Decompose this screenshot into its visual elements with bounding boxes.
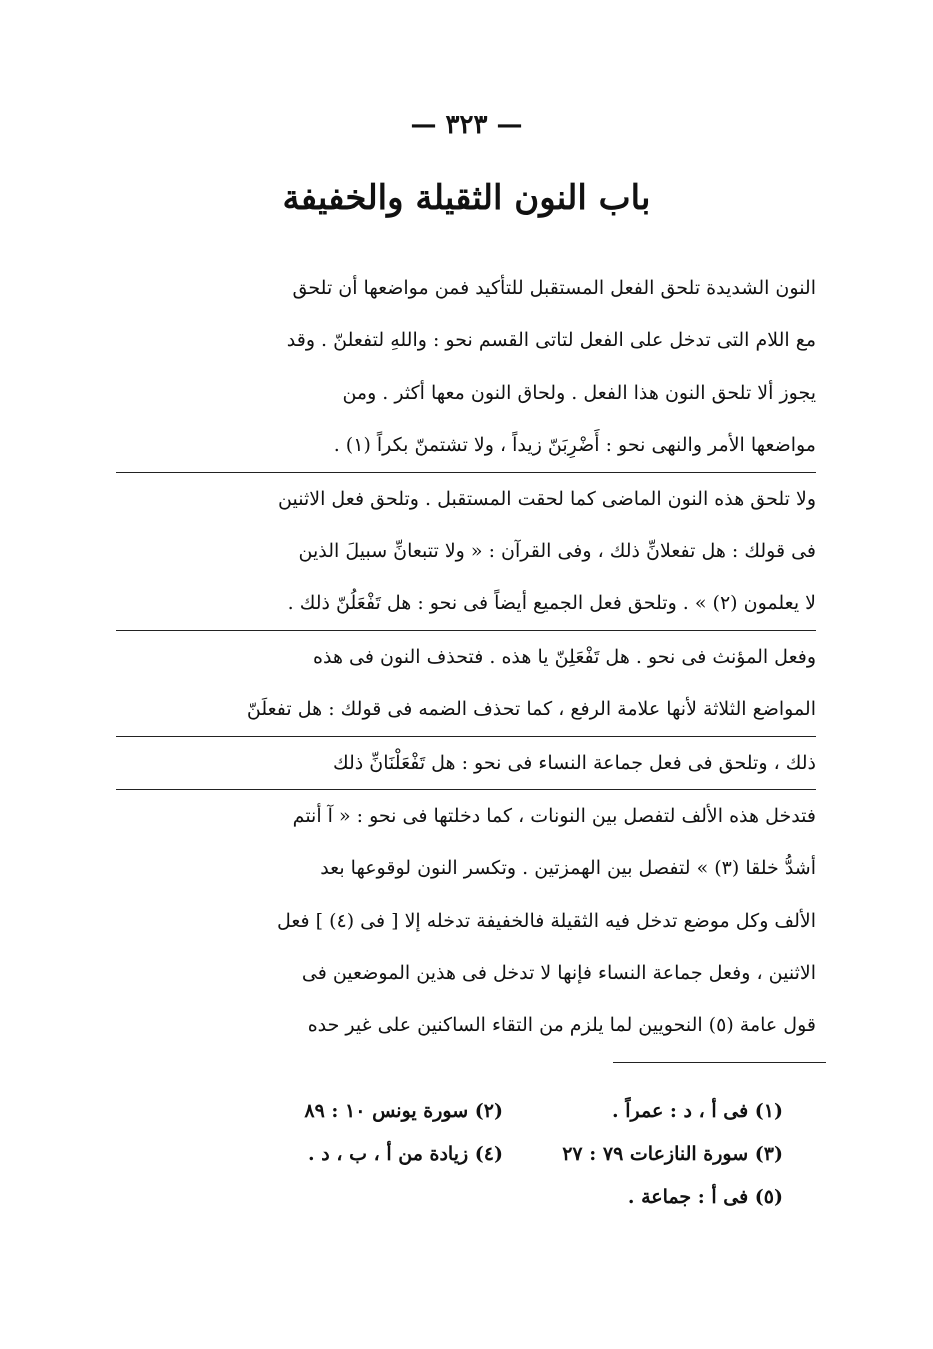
footnote-2: (٢) سورة يونس ١٠ : ٨٩ <box>304 1100 503 1122</box>
body-line-8: وفعل المؤنث فى نحو . هل تَفْعَلِنّ يا هذه . فتحذف النون فى هذه <box>313 645 816 668</box>
body-line-5: ولا تلحق هذه النون الماضى كما لحقت المستقبل . وتلحق فعل الاثنين <box>278 487 816 510</box>
body-line-12: أشدُّ خلقا (٣) » لتفصل بين الهمزتين . وتكسر النون لوقوعها بعد <box>320 857 816 880</box>
footnotes <box>223 1090 783 1219</box>
footnote-1: (١) فى أ ، د : عمراً . <box>611 1100 783 1122</box>
footnote-divider <box>613 1062 826 1063</box>
body-line-7: لا يعلمون (٢) » . وتلحق فعل الجميع أيضاً فى نحو : هل تَفْعَلُنّ ذلك . <box>116 577 816 630</box>
page-number: — ٣٢٣ — <box>410 110 523 140</box>
body-text <box>116 262 816 1052</box>
body-line-9: المواضع الثلاثة لأنها علامة الرفع ، كما تحذف الضمه فى قولك : هل تفعلَنّ <box>116 683 816 736</box>
footnote-4: (٤) زيادة من أ ، ب ، د . <box>308 1143 503 1165</box>
footnote-row <box>223 1176 783 1219</box>
body-line-3: يجوز ألا تلحق النون هذا الفعل . ولحاق النون معها أكثر . ومن <box>342 381 816 404</box>
body-line-2: مع اللام التى تدخل على الفعل لتاتى القسم نحو : واللهِ لتفعلنّ . وقد <box>286 329 816 352</box>
body-line-15: قول عامة (٥) النحويين لما يلزم من التقاء الساكنين على غير حده <box>307 1014 816 1037</box>
body-line-1: النون الشديدة تلحق الفعل المستقبل للتأكيد فمن مواضعها أن تلحق <box>292 277 816 299</box>
chapter-title: باب النون الثقيلة والخفيفة <box>282 178 651 218</box>
footnote-5: (٥) فى أ : جماعة . <box>627 1186 783 1208</box>
footnote-row <box>223 1090 783 1133</box>
body-line-6: فى قولك : هل تفعلانِّ ذلك ، وفى القرآن : « ولا تتبعانِّ سبيلَ الذين <box>298 539 816 562</box>
body-line-13: الألف وكل موضع تدخل فيه الثقيلة فالخفيفة تدخله إلا [ فى (٤) ] فعل <box>276 909 816 932</box>
body-line-11: فتدخل هذه الألف لتفصل بين النونات ، كما دخلتها فى نحو : « آ أنتم <box>292 804 816 827</box>
footnote-row <box>223 1133 783 1176</box>
body-line-4: مواضعها الأمر والنهى نحو : أَضْرِبَنّ زيداً ، ولا تشتمنّ بكراً (١) . <box>116 419 816 472</box>
footnote-3: (٣) سورة النازعات ٧٩ : ٢٧ <box>562 1143 783 1165</box>
body-line-10: ذلك ، وتلحق فى فعل جماعة النساء فى نحو : هل تَفْعَلْنَانِّ ذلك <box>116 737 816 790</box>
body-line-14: الاثنين ، وفعل جماعة النساء فإنها لا تدخل فى هذين الموضعين فى <box>301 962 816 985</box>
